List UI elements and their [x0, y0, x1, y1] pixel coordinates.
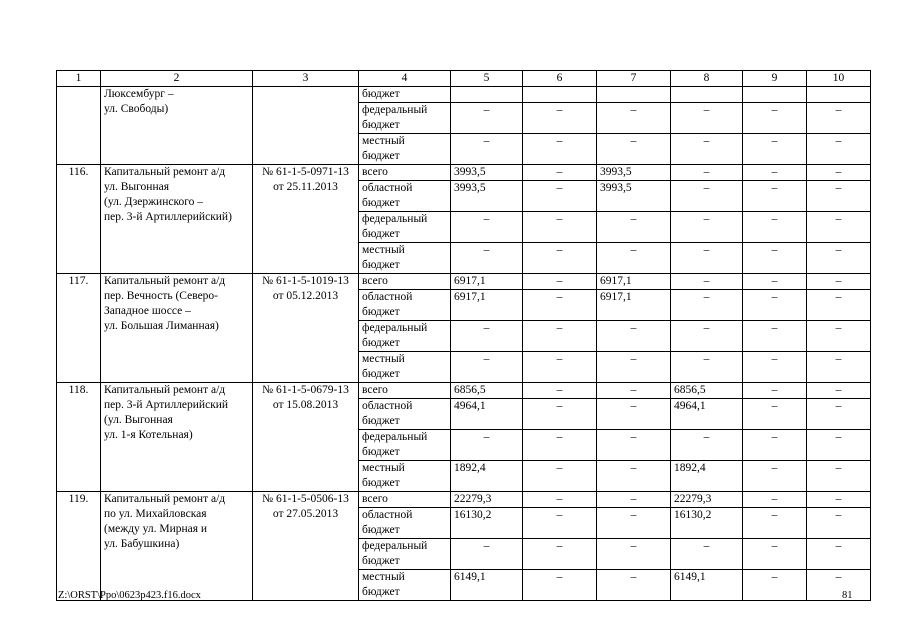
budget-label-cell: федеральный бюджет — [359, 539, 451, 570]
value-cell: – — [807, 430, 871, 461]
value-cell: – — [671, 274, 743, 290]
value-cell: – — [671, 539, 743, 570]
value-cell: – — [807, 570, 871, 601]
header-row — [57, 71, 871, 87]
value-cell: – — [523, 134, 597, 165]
value-cell: – — [743, 103, 807, 134]
value-cell: – — [807, 165, 871, 181]
budget-label-cell: всего — [359, 274, 451, 290]
value-cell: – — [451, 212, 523, 243]
value-cell: – — [743, 274, 807, 290]
value-cell: 3993,5 — [597, 165, 671, 181]
value-cell: – — [451, 134, 523, 165]
value-cell: – — [523, 492, 597, 508]
table-row — [57, 165, 871, 181]
value-cell: – — [451, 430, 523, 461]
value-cell: – — [523, 243, 597, 274]
value-cell: – — [451, 321, 523, 352]
value-cell: – — [807, 274, 871, 290]
value-cell — [597, 87, 671, 103]
value-cell: 1892,4 — [671, 461, 743, 492]
value-cell: – — [597, 570, 671, 601]
value-cell: – — [671, 290, 743, 321]
value-cell: 4964,1 — [451, 399, 523, 430]
value-cell: – — [523, 399, 597, 430]
document-cell: № 61-1-5-0679-13 от 15.08.2013 — [253, 383, 359, 492]
value-cell: – — [523, 461, 597, 492]
column-number-cell: 5 — [451, 71, 523, 87]
column-number-cell: 7 — [597, 71, 671, 87]
value-cell: – — [523, 539, 597, 570]
budget-label-cell: федеральный бюджет — [359, 321, 451, 352]
value-cell: – — [807, 461, 871, 492]
value-cell: 6856,5 — [451, 383, 523, 399]
budget-label-cell: областной бюджет — [359, 181, 451, 212]
value-cell: – — [743, 212, 807, 243]
value-cell: – — [523, 103, 597, 134]
table-row — [57, 87, 871, 103]
value-cell: – — [523, 570, 597, 601]
value-cell: – — [523, 321, 597, 352]
value-cell: – — [671, 134, 743, 165]
table-row — [57, 492, 871, 508]
item-number-cell: 118. — [57, 383, 101, 492]
column-number-cell: 4 — [359, 71, 451, 87]
value-cell: – — [451, 243, 523, 274]
budget-label-cell: местный бюджет — [359, 461, 451, 492]
document-cell — [253, 87, 359, 165]
value-cell: – — [743, 383, 807, 399]
value-cell: – — [743, 243, 807, 274]
budget-table — [56, 70, 871, 601]
value-cell: – — [743, 430, 807, 461]
value-cell: – — [597, 539, 671, 570]
value-cell: – — [597, 352, 671, 383]
value-cell: – — [807, 290, 871, 321]
value-cell: 22279,3 — [451, 492, 523, 508]
value-cell: 16130,2 — [451, 508, 523, 539]
value-cell: – — [523, 212, 597, 243]
column-number-cell: 6 — [523, 71, 597, 87]
value-cell: – — [743, 508, 807, 539]
budget-label-cell: местный бюджет — [359, 570, 451, 601]
budget-label-cell: всего — [359, 492, 451, 508]
value-cell: 1892,4 — [451, 461, 523, 492]
value-cell: – — [671, 352, 743, 383]
value-cell: – — [597, 321, 671, 352]
value-cell: – — [597, 461, 671, 492]
value-cell: – — [743, 290, 807, 321]
value-cell — [451, 87, 523, 103]
value-cell: – — [807, 352, 871, 383]
value-cell: – — [807, 243, 871, 274]
value-cell: – — [523, 383, 597, 399]
value-cell: – — [743, 352, 807, 383]
document-cell: № 61-1-5-0506-13 от 27.05.2013 — [253, 492, 359, 601]
value-cell: – — [807, 103, 871, 134]
value-cell: – — [597, 430, 671, 461]
item-number-cell: 119. — [57, 492, 101, 601]
value-cell: 6917,1 — [451, 290, 523, 321]
value-cell: – — [743, 399, 807, 430]
value-cell: – — [523, 290, 597, 321]
value-cell: – — [743, 181, 807, 212]
value-cell: – — [807, 134, 871, 165]
budget-label-cell: областной бюджет — [359, 399, 451, 430]
item-name-cell: Капитальный ремонт а/д пер. Вечность (Северо- Западное шоссе – ул. Большая Лиманная) — [101, 274, 253, 383]
value-cell: – — [807, 181, 871, 212]
value-cell: – — [451, 539, 523, 570]
column-number-cell: 1 — [57, 71, 101, 87]
value-cell: – — [597, 134, 671, 165]
value-cell: – — [743, 165, 807, 181]
item-name-cell: Капитальный ремонт а/д ул. Выгонная (ул. Дзержинского – пер. 3-й Артиллерийский) — [101, 165, 253, 274]
budget-label-cell: федеральный бюджет — [359, 212, 451, 243]
item-name-cell: Капитальный ремонт а/д по ул. Михайловская (между ул. Мирная и ул. Бабушкина) — [101, 492, 253, 601]
value-cell: – — [807, 508, 871, 539]
table-row — [57, 274, 871, 290]
value-cell: 6149,1 — [451, 570, 523, 601]
item-name-cell: Капитальный ремонт а/д пер. 3-й Артиллерийский (ул. Выгонная ул. 1-я Котельная) — [101, 383, 253, 492]
value-cell: 3993,5 — [451, 165, 523, 181]
column-number-cell: 10 — [807, 71, 871, 87]
value-cell: – — [523, 430, 597, 461]
item-number-cell: 117. — [57, 274, 101, 383]
table-row — [57, 383, 871, 399]
value-cell: 22279,3 — [671, 492, 743, 508]
column-number-cell: 8 — [671, 71, 743, 87]
budget-label-cell: федеральный бюджет — [359, 430, 451, 461]
column-number-cell: 2 — [101, 71, 253, 87]
value-cell: – — [743, 321, 807, 352]
value-cell: – — [451, 352, 523, 383]
value-cell: – — [807, 492, 871, 508]
budget-label-cell: областной бюджет — [359, 290, 451, 321]
budget-label-cell: местный бюджет — [359, 243, 451, 274]
item-number-cell: 116. — [57, 165, 101, 274]
column-number-cell: 9 — [743, 71, 807, 87]
item-name-cell: Люксембург – ул. Свободы) — [101, 87, 253, 165]
value-cell: – — [597, 243, 671, 274]
value-cell: 4964,1 — [671, 399, 743, 430]
budget-label-cell: местный бюджет — [359, 134, 451, 165]
value-cell: – — [597, 103, 671, 134]
value-cell: 16130,2 — [671, 508, 743, 539]
value-cell: – — [807, 399, 871, 430]
value-cell: 6917,1 — [451, 274, 523, 290]
value-cell — [743, 87, 807, 103]
value-cell: – — [743, 539, 807, 570]
budget-label-cell: всего — [359, 383, 451, 399]
value-cell: – — [671, 321, 743, 352]
value-cell — [671, 87, 743, 103]
value-cell: – — [451, 103, 523, 134]
value-cell: – — [743, 461, 807, 492]
value-cell: – — [523, 508, 597, 539]
budget-label-cell: бюджет — [359, 87, 451, 103]
value-cell: – — [523, 352, 597, 383]
value-cell: 6917,1 — [597, 290, 671, 321]
column-number-cell: 3 — [253, 71, 359, 87]
value-cell: – — [523, 165, 597, 181]
value-cell — [523, 87, 597, 103]
value-cell: – — [671, 212, 743, 243]
value-cell: – — [671, 165, 743, 181]
value-cell: 3993,5 — [597, 181, 671, 212]
value-cell: 6917,1 — [597, 274, 671, 290]
document-cell: № 61-1-5-1019-13 от 05.12.2013 — [253, 274, 359, 383]
value-cell: – — [597, 492, 671, 508]
value-cell: – — [743, 570, 807, 601]
budget-label-cell: местный бюджет — [359, 352, 451, 383]
value-cell — [807, 87, 871, 103]
value-cell: – — [743, 492, 807, 508]
value-cell: – — [671, 103, 743, 134]
value-cell: 3993,5 — [451, 181, 523, 212]
value-cell: 6856,5 — [671, 383, 743, 399]
value-cell: – — [807, 212, 871, 243]
footer-file-path: Z:\ORST\Ppo\0623p423.f16.docx — [58, 590, 201, 601]
item-number-cell — [57, 87, 101, 165]
value-cell: – — [597, 399, 671, 430]
value-cell: – — [807, 539, 871, 570]
value-cell: – — [597, 383, 671, 399]
value-cell: – — [807, 383, 871, 399]
value-cell: – — [597, 508, 671, 539]
value-cell: – — [807, 321, 871, 352]
value-cell: 6149,1 — [671, 570, 743, 601]
value-cell: – — [743, 134, 807, 165]
value-cell: – — [671, 430, 743, 461]
budget-label-cell: федеральный бюджет — [359, 103, 451, 134]
value-cell: – — [523, 274, 597, 290]
value-cell: – — [523, 181, 597, 212]
value-cell: – — [597, 212, 671, 243]
budget-label-cell: областной бюджет — [359, 508, 451, 539]
budget-label-cell: всего — [359, 165, 451, 181]
value-cell: – — [671, 243, 743, 274]
value-cell: – — [671, 181, 743, 212]
footer-page-number: 81 — [842, 590, 853, 601]
document-cell: № 61-1-5-0971-13 от 25.11.2013 — [253, 165, 359, 274]
